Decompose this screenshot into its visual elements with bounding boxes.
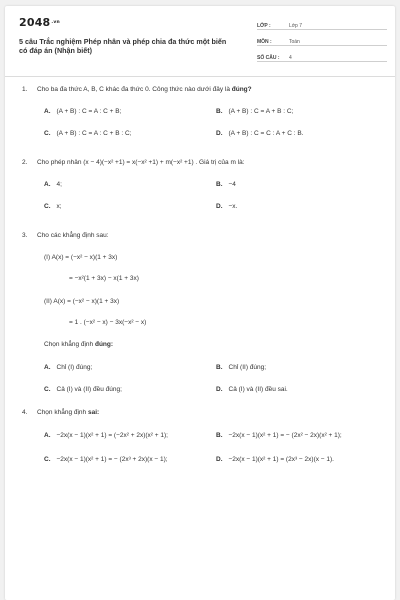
option-d[interactable] (216, 203, 237, 211)
option-text: Cả (I) và (II) đều sai. (228, 386, 288, 393)
option-letter: D. (216, 456, 223, 463)
question-text (37, 409, 99, 417)
meta-label: SỐ CÂU : (257, 55, 280, 61)
option-text: Cả (I) và (II) đều đúng; (56, 386, 122, 393)
prompt-text: Chọn khẳng định (44, 341, 94, 348)
option-text: −2x(x − 1)(x² + 1) = − (2x² − 2x)(x² + 1); (228, 432, 342, 439)
option-c[interactable] (44, 386, 122, 394)
option-text: (A + B) : C = A + B : C; (228, 108, 294, 115)
meta-row-mon (257, 32, 387, 46)
option-d[interactable] (216, 456, 334, 464)
option-d[interactable] (216, 130, 303, 138)
question-text-main: Cho ba đa thức A, B, C khác đa thức 0. Công thức nào dưới đây là (37, 86, 230, 93)
document-title: 5 câu Trắc nghiệm Phép nhân và phép chia đa thức một biến có đáp án (Nhận biết) (19, 37, 227, 55)
option-letter: A. (44, 364, 51, 371)
question-text: Cho các khẳng định sau: (37, 232, 109, 239)
option-b[interactable] (216, 364, 266, 372)
question-text: Cho phép nhân (x − 4)(−x² +1) = x(−x² +1) + m(−x² +1) . Giá trị của m là: (37, 159, 245, 166)
option-text: (A + B) : C = A : C + B; (56, 108, 122, 115)
option-a[interactable] (44, 108, 121, 116)
option-text: (A + B) : C = C : A + C : B. (228, 130, 304, 137)
question-text-emphasis: đúng? (231, 86, 252, 93)
option-c[interactable] (44, 130, 131, 138)
logo-text: 2048 (19, 16, 51, 29)
question-text-emphasis: sai: (87, 409, 100, 416)
option-letter: B. (216, 181, 223, 188)
meta-row-lop (257, 16, 387, 30)
option-a[interactable] (44, 364, 92, 372)
option-text: −4 (228, 181, 236, 188)
option-letter: D. (216, 130, 223, 137)
option-b[interactable] (216, 432, 342, 440)
option-a[interactable] (44, 181, 62, 189)
option-d[interactable] (216, 386, 288, 394)
option-text: 4; (56, 181, 62, 188)
option-letter: D. (216, 386, 223, 393)
option-letter: B. (216, 364, 223, 371)
option-letter: A. (44, 181, 51, 188)
option-letter: D. (216, 203, 223, 210)
question-prompt (44, 341, 113, 349)
option-a[interactable] (44, 432, 168, 440)
meta-value: Toán (289, 39, 300, 45)
meta-value: Lớp 7 (289, 23, 303, 29)
option-c[interactable] (44, 456, 168, 464)
option-letter: C. (44, 456, 51, 463)
site-logo[interactable] (19, 16, 60, 29)
option-text: −2x(x − 1)(x² + 1) = − (2x³ + 2x)(x − 1); (56, 456, 168, 463)
statement-2: (II) A(x) = (−x² − x)(1 + 3x) (44, 298, 120, 305)
statement-1: (I) A(x) = (−x² − x)(1 + 3x) (44, 254, 118, 261)
statement-2-step: = 1 . (−x² − x) − 3x(−x² − x) (69, 319, 147, 326)
meta-row-socau (257, 48, 387, 62)
question-number: 2. (22, 159, 28, 166)
meta-label: MÔN : (257, 39, 272, 45)
header-divider (5, 76, 395, 77)
logo-suffix: .vn (51, 20, 60, 26)
meta-label: LỚP : (257, 23, 271, 29)
option-letter: B. (216, 432, 223, 439)
document-sheet (5, 6, 395, 600)
option-letter: C. (44, 203, 51, 210)
prompt-emphasis: đúng: (94, 341, 114, 348)
option-text: Chỉ (II) đúng; (228, 364, 267, 371)
option-text: (A + B) : C = A : C + B : C; (56, 130, 132, 137)
question-text (37, 86, 252, 94)
question-number: 3. (22, 232, 28, 239)
option-letter: A. (44, 108, 51, 115)
meta-value: 4 (289, 55, 292, 61)
option-letter: A. (44, 432, 51, 439)
option-c[interactable] (44, 203, 62, 211)
meta-info (257, 16, 387, 64)
option-letter: C. (44, 130, 51, 137)
option-b[interactable] (216, 108, 293, 116)
option-text: −2x(x − 1)(x² + 1) = (2x³ − 2x)(x − 1). (228, 456, 334, 463)
option-letter: B. (216, 108, 223, 115)
document-header (19, 16, 387, 72)
option-letter: C. (44, 386, 51, 393)
option-b[interactable] (216, 181, 236, 189)
option-text: x; (56, 203, 62, 210)
statement-1-step: = −x²(1 + 3x) − x(1 + 3x) (69, 275, 139, 282)
option-text: −2x(x − 1)(x² + 1) = (−2x² + 2x)(x² + 1); (56, 432, 168, 439)
option-text: −x. (228, 203, 238, 210)
question-number: 1. (22, 86, 28, 93)
option-text: Chỉ (I) đúng; (56, 364, 93, 371)
question-text-main: Chọn khẳng định (37, 409, 87, 416)
question-number: 4. (22, 409, 28, 416)
